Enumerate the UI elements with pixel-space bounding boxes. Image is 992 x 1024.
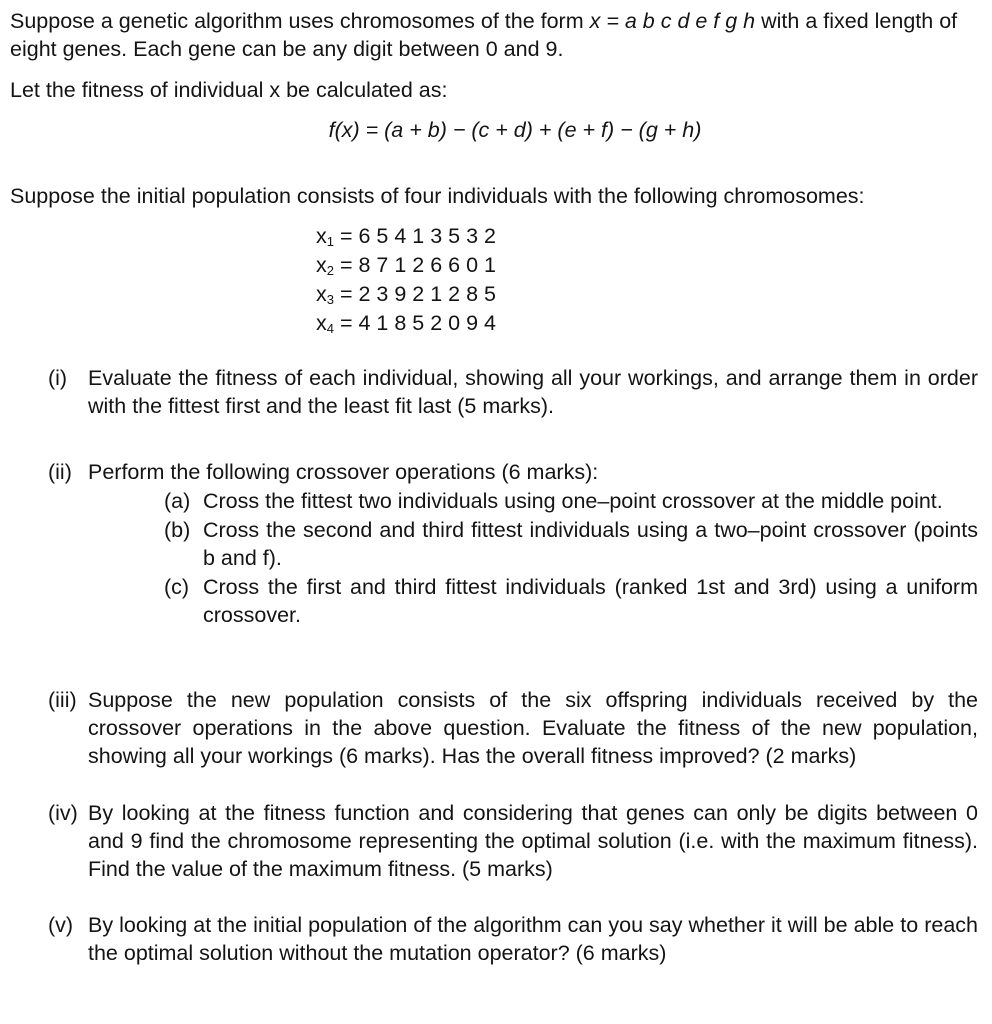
question-label: (i) <box>48 366 68 390</box>
chromosome-form: x = a b c d e f g h <box>589 9 756 33</box>
subquestion-c <box>164 573 978 629</box>
chromosome-row <box>316 280 616 309</box>
chromosome-list <box>316 222 616 338</box>
subquestion-a <box>164 487 978 515</box>
question-label: (iii) <box>48 688 77 712</box>
chromosome-row <box>316 251 616 280</box>
question-text: Evaluate the fitness of each individual, showing all your workings, and arrange them in order with the fittest first and the least fit last (5 marks). <box>88 366 978 418</box>
question-label: (v) <box>48 913 74 937</box>
question-text: Suppose the new population consists of the six offspring individuals received by the crossover operations in the above question. Evaluate the fitness of the new population, showing all your workings (6 marks). Has the overall fitness improved? (2 marks) <box>88 688 978 768</box>
intro-paragraph <box>10 7 970 63</box>
crossover-subquestions <box>164 487 978 630</box>
chromosome-name: x <box>316 282 327 306</box>
subquestion-text: Cross the first and third fittest individuals (ranked 1st and 3rd) using a uniform crossover. <box>203 575 978 627</box>
question-iv <box>48 799 978 883</box>
subquestion-label: (b) <box>164 518 191 542</box>
chromosome-index: 1 <box>326 234 334 249</box>
subquestion-label: (a) <box>164 489 191 513</box>
question-text: By looking at the fitness function and considering that genes can only be digits between 0 and 9 find the chromosome representing the optimal solution (i.e. with the maximum fitness). Find the value of the maximum fitness. (5 marks) <box>88 801 978 881</box>
question-iii <box>48 686 978 770</box>
chromosome-name: x <box>316 253 327 277</box>
chromosome-index: 3 <box>326 292 334 307</box>
subquestion-text: Cross the fittest two individuals using one–point crossover at the middle point. <box>203 489 943 513</box>
chromosome-genes: = 4 1 8 5 2 0 9 4 <box>339 311 496 335</box>
intro-text-after: with a fixed length of eight genes. Each gene can be any digit between 0 and 9. <box>10 9 958 61</box>
chromosome-genes: = 8 7 1 2 6 6 0 1 <box>339 253 496 277</box>
chromosome-genes: = 2 3 9 2 1 2 8 5 <box>339 282 496 306</box>
fitness-formula: f(x) = (a + b) − (c + d) + (e + f) − (g + h) <box>328 118 702 142</box>
chromosome-row <box>316 222 616 251</box>
fitness-intro: Let the fitness of individual x be calculated as: <box>10 78 448 102</box>
population-intro: Suppose the initial population consists of four individuals with the following chromosomes: <box>10 184 865 208</box>
question-i <box>48 364 978 420</box>
subquestion-label: (c) <box>164 575 190 599</box>
chromosome-name: x <box>316 224 327 248</box>
chromosome-row <box>316 309 616 338</box>
question-text: Perform the following crossover operations (6 marks): <box>88 460 599 484</box>
intro-text-before: Suppose a genetic algorithm uses chromosomes of the form <box>10 9 590 33</box>
chromosome-index: 2 <box>326 263 334 278</box>
question-text: By looking at the initial population of the algorithm can you say whether it will be able to reach the optimal solution without the mutation operator? (6 marks) <box>88 913 978 965</box>
subquestion-b <box>164 516 978 572</box>
subquestion-text: Cross the second and third fittest individuals using a two–point crossover (points b and f). <box>203 518 978 570</box>
chromosome-index: 4 <box>326 321 334 336</box>
question-label: (ii) <box>48 460 72 484</box>
chromosome-genes: = 6 5 4 1 3 5 3 2 <box>339 224 496 248</box>
question-label: (iv) <box>48 801 78 825</box>
chromosome-name: x <box>316 311 327 335</box>
question-v <box>48 911 978 967</box>
question-ii <box>48 458 978 486</box>
